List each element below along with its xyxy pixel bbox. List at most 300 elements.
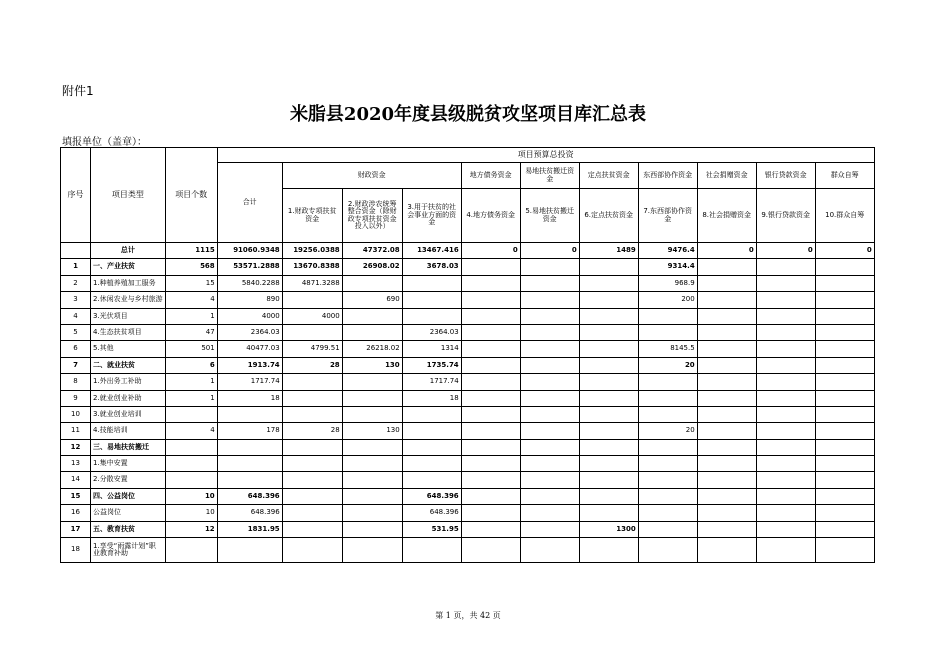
cell-f3 xyxy=(402,472,461,488)
cell-count: 568 xyxy=(165,259,217,275)
cell-c8 xyxy=(697,423,756,439)
cell-f3 xyxy=(402,292,461,308)
cell-c10 xyxy=(815,308,874,324)
cell-total: 890 xyxy=(217,292,282,308)
cell-c8 xyxy=(697,275,756,291)
cell-c5 xyxy=(520,341,579,357)
cell-f3: 3678.03 xyxy=(402,259,461,275)
cell-c6 xyxy=(579,374,638,390)
cell-c6 xyxy=(579,488,638,504)
cell-total: 648.396 xyxy=(217,505,282,521)
col-relocation: 易地扶贫搬迁资金 xyxy=(520,163,579,189)
cell-type: 1.集中安置 xyxy=(91,456,166,472)
cell-f2: 26908.02 xyxy=(342,259,402,275)
cell-c8 xyxy=(697,341,756,357)
cell-type: 三、易地扶贫搬迁 xyxy=(91,439,166,455)
cell-c10 xyxy=(815,374,874,390)
cell-c5 xyxy=(520,275,579,291)
cell-seq: 4 xyxy=(61,308,91,324)
cell-f3: 18 xyxy=(402,390,461,406)
cell-total: 5840.2288 xyxy=(217,275,282,291)
col-sub8: 8.社会捐赠资金 xyxy=(697,189,756,243)
cell-c7 xyxy=(638,538,697,563)
cell-count xyxy=(165,538,217,563)
cell-c8 xyxy=(697,324,756,340)
cell-c4 xyxy=(461,357,520,373)
cell-f1 xyxy=(282,538,342,563)
cell-c10 xyxy=(815,275,874,291)
cell-c5 xyxy=(520,374,579,390)
cell-c9 xyxy=(756,275,815,291)
cell-c10 xyxy=(815,423,874,439)
cell-c7: 9476.4 xyxy=(638,243,697,259)
col-social: 社会捐赠资金 xyxy=(697,163,756,189)
cell-seq: 12 xyxy=(61,439,91,455)
cell-seq: 6 xyxy=(61,341,91,357)
cell-f3 xyxy=(402,406,461,422)
cell-total: 1717.74 xyxy=(217,374,282,390)
cell-c8 xyxy=(697,456,756,472)
table-row xyxy=(61,456,875,472)
cell-c6 xyxy=(579,341,638,357)
cell-f1 xyxy=(282,488,342,504)
cell-c8 xyxy=(697,259,756,275)
cell-c7: 8145.5 xyxy=(638,341,697,357)
cell-total: 4000 xyxy=(217,308,282,324)
cell-c9 xyxy=(756,439,815,455)
cell-type: 公益岗位 xyxy=(91,505,166,521)
cell-f1 xyxy=(282,456,342,472)
col-sub1: 1.财政专项扶贫资金 xyxy=(282,189,342,243)
col-budget-total: 项目预算总投资 xyxy=(217,148,874,163)
cell-c4 xyxy=(461,406,520,422)
cell-f1 xyxy=(282,505,342,521)
cell-type: 2.休闲农业与乡村旅游 xyxy=(91,292,166,308)
cell-f2: 47372.08 xyxy=(342,243,402,259)
cell-c9 xyxy=(756,324,815,340)
col-sub9: 9.银行贷款资金 xyxy=(756,189,815,243)
table-body xyxy=(61,243,875,563)
cell-total: 178 xyxy=(217,423,282,439)
cell-c5 xyxy=(520,406,579,422)
cell-c9 xyxy=(756,505,815,521)
cell-c4 xyxy=(461,308,520,324)
cell-type: 3.光伏项目 xyxy=(91,308,166,324)
cell-type: 2.就业创业补助 xyxy=(91,390,166,406)
cell-seq: 7 xyxy=(61,357,91,373)
cell-c9 xyxy=(756,538,815,563)
cell-count xyxy=(165,406,217,422)
cell-type: 1.外出务工补助 xyxy=(91,374,166,390)
cell-total: 648.396 xyxy=(217,488,282,504)
cell-count: 12 xyxy=(165,521,217,537)
cell-c4 xyxy=(461,390,520,406)
cell-c10 xyxy=(815,390,874,406)
cell-c5 xyxy=(520,472,579,488)
col-east-west: 东西部协作资金 xyxy=(638,163,697,189)
cell-seq: 16 xyxy=(61,505,91,521)
col-fixed-point: 定点扶贫资金 xyxy=(579,163,638,189)
cell-c5 xyxy=(520,488,579,504)
cell-f2 xyxy=(342,488,402,504)
cell-c5 xyxy=(520,538,579,563)
table-row xyxy=(61,472,875,488)
cell-f3: 1717.74 xyxy=(402,374,461,390)
cell-c9 xyxy=(756,521,815,537)
cell-c8 xyxy=(697,505,756,521)
cell-c9 xyxy=(756,456,815,472)
cell-seq: 10 xyxy=(61,406,91,422)
cell-seq: 15 xyxy=(61,488,91,504)
cell-c10 xyxy=(815,341,874,357)
table-row xyxy=(61,423,875,439)
cell-f1 xyxy=(282,439,342,455)
col-sub2: 2.财政涉农统筹整合资金（除财政专项扶贫资金投入以外） xyxy=(342,189,402,243)
cell-c8 xyxy=(697,406,756,422)
cell-type: 4.生态扶贫项目 xyxy=(91,324,166,340)
cell-c9 xyxy=(756,292,815,308)
cell-total: 18 xyxy=(217,390,282,406)
cell-total: 91060.9348 xyxy=(217,243,282,259)
col-sub6: 6.定点扶贫资金 xyxy=(579,189,638,243)
cell-c9 xyxy=(756,423,815,439)
cell-f1: 4871.3288 xyxy=(282,275,342,291)
cell-type: 一、产业扶贫 xyxy=(91,259,166,275)
cell-c4 xyxy=(461,374,520,390)
cell-c4 xyxy=(461,538,520,563)
cell-total xyxy=(217,538,282,563)
cell-c10 xyxy=(815,521,874,537)
cell-f2 xyxy=(342,538,402,563)
cell-count: 10 xyxy=(165,488,217,504)
cell-c7 xyxy=(638,488,697,504)
cell-f1: 28 xyxy=(282,423,342,439)
cell-type: 四、公益岗位 xyxy=(91,488,166,504)
col-sub3: 3.用于扶贫的社会事业方面的资金 xyxy=(402,189,461,243)
cell-c6 xyxy=(579,292,638,308)
cell-c5 xyxy=(520,308,579,324)
cell-c10 xyxy=(815,538,874,563)
attachment-label: 附件1 xyxy=(62,84,94,98)
filling-unit-label: 填报单位（盖章）： xyxy=(62,137,147,148)
cell-c9 xyxy=(756,308,815,324)
cell-count xyxy=(165,456,217,472)
cell-c6 xyxy=(579,324,638,340)
cell-f1: 19256.0388 xyxy=(282,243,342,259)
cell-c8 xyxy=(697,488,756,504)
cell-c6 xyxy=(579,423,638,439)
cell-type: 3.就业创业培训 xyxy=(91,406,166,422)
page-footer: 第 1 页，共 42 页 xyxy=(435,611,501,620)
cell-f3 xyxy=(402,308,461,324)
cell-seq xyxy=(61,243,91,259)
col-sub7: 7.东西部协作资金 xyxy=(638,189,697,243)
cell-c6 xyxy=(579,357,638,373)
cell-type: 二、就业扶贫 xyxy=(91,357,166,373)
col-total: 合计 xyxy=(217,163,282,243)
cell-c7 xyxy=(638,406,697,422)
cell-c6 xyxy=(579,439,638,455)
cell-c4 xyxy=(461,439,520,455)
cell-c5 xyxy=(520,357,579,373)
cell-c8 xyxy=(697,374,756,390)
cell-c6: 1489 xyxy=(579,243,638,259)
cell-c10 xyxy=(815,456,874,472)
cell-c8 xyxy=(697,292,756,308)
cell-total: 2364.03 xyxy=(217,324,282,340)
cell-type: 五、教育扶贫 xyxy=(91,521,166,537)
col-fiscal: 财政资金 xyxy=(282,163,461,189)
cell-f2 xyxy=(342,439,402,455)
cell-c4 xyxy=(461,505,520,521)
cell-c5 xyxy=(520,324,579,340)
cell-c4 xyxy=(461,324,520,340)
cell-f3 xyxy=(402,538,461,563)
cell-f3: 2364.03 xyxy=(402,324,461,340)
cell-c5 xyxy=(520,259,579,275)
cell-c10 xyxy=(815,505,874,521)
cell-seq: 11 xyxy=(61,423,91,439)
cell-c4 xyxy=(461,488,520,504)
table-row xyxy=(61,439,875,455)
cell-seq: 9 xyxy=(61,390,91,406)
cell-type: 4.技能培训 xyxy=(91,423,166,439)
cell-f1 xyxy=(282,374,342,390)
cell-total xyxy=(217,406,282,422)
table-row xyxy=(61,341,875,357)
cell-seq: 5 xyxy=(61,324,91,340)
table-row xyxy=(61,324,875,340)
table-row xyxy=(61,243,875,259)
cell-c4 xyxy=(461,521,520,537)
cell-c10 xyxy=(815,472,874,488)
cell-f1: 13670.8388 xyxy=(282,259,342,275)
cell-c6 xyxy=(579,538,638,563)
cell-f3 xyxy=(402,275,461,291)
table-row xyxy=(61,538,875,563)
cell-c6 xyxy=(579,308,638,324)
cell-c10 xyxy=(815,439,874,455)
cell-count: 501 xyxy=(165,341,217,357)
cell-f1 xyxy=(282,521,342,537)
cell-seq: 17 xyxy=(61,521,91,537)
col-sub5: 5.易地扶贫搬迁资金 xyxy=(520,189,579,243)
cell-f3: 1314 xyxy=(402,341,461,357)
cell-f2: 26218.02 xyxy=(342,341,402,357)
table-row xyxy=(61,521,875,537)
cell-f1 xyxy=(282,292,342,308)
page-title: 米脂县2020年度县级脱贫攻坚项目库汇总表 xyxy=(289,104,647,125)
cell-c9 xyxy=(756,406,815,422)
cell-f1 xyxy=(282,390,342,406)
cell-seq: 1 xyxy=(61,259,91,275)
cell-c4 xyxy=(461,259,520,275)
cell-c10 xyxy=(815,292,874,308)
table-row xyxy=(61,488,875,504)
cell-f1: 4799.51 xyxy=(282,341,342,357)
cell-type: 1.享受“雨露计划”职业教育补助 xyxy=(91,538,166,563)
col-local-debt: 地方债务资金 xyxy=(461,163,520,189)
cell-f3: 648.396 xyxy=(402,505,461,521)
cell-count xyxy=(165,439,217,455)
cell-c4 xyxy=(461,456,520,472)
cell-f3 xyxy=(402,423,461,439)
cell-c6: 1300 xyxy=(579,521,638,537)
cell-f2 xyxy=(342,275,402,291)
cell-f1: 4000 xyxy=(282,308,342,324)
table-row xyxy=(61,406,875,422)
cell-c6 xyxy=(579,259,638,275)
cell-c5 xyxy=(520,423,579,439)
cell-c4 xyxy=(461,292,520,308)
cell-count: 1 xyxy=(165,374,217,390)
cell-c6 xyxy=(579,472,638,488)
cell-count: 1115 xyxy=(165,243,217,259)
cell-c4 xyxy=(461,275,520,291)
cell-f3: 531.95 xyxy=(402,521,461,537)
cell-c6 xyxy=(579,456,638,472)
cell-c8: 0 xyxy=(697,243,756,259)
col-seq: 序号 xyxy=(61,148,91,243)
cell-type: 2.分散安置 xyxy=(91,472,166,488)
cell-f3 xyxy=(402,439,461,455)
cell-c7 xyxy=(638,505,697,521)
cell-c10 xyxy=(815,259,874,275)
cell-c4: 0 xyxy=(461,243,520,259)
cell-c9 xyxy=(756,390,815,406)
cell-c9 xyxy=(756,472,815,488)
col-sub4: 4.地方债务资金 xyxy=(461,189,520,243)
cell-f2 xyxy=(342,521,402,537)
cell-c8 xyxy=(697,521,756,537)
cell-type: 5.其他 xyxy=(91,341,166,357)
cell-c7: 9314.4 xyxy=(638,259,697,275)
cell-c5 xyxy=(520,439,579,455)
cell-c4 xyxy=(461,341,520,357)
cell-f2 xyxy=(342,374,402,390)
cell-seq: 2 xyxy=(61,275,91,291)
cell-c6 xyxy=(579,275,638,291)
cell-c5 xyxy=(520,456,579,472)
cell-f2 xyxy=(342,308,402,324)
cell-c7: 968.9 xyxy=(638,275,697,291)
cell-c7 xyxy=(638,456,697,472)
cell-c9 xyxy=(756,341,815,357)
table-row xyxy=(61,390,875,406)
cell-count: 10 xyxy=(165,505,217,521)
cell-c10 xyxy=(815,488,874,504)
cell-f2 xyxy=(342,390,402,406)
cell-f1 xyxy=(282,324,342,340)
cell-f2 xyxy=(342,406,402,422)
col-type: 项目类型 xyxy=(91,148,166,243)
table-row xyxy=(61,374,875,390)
cell-c7 xyxy=(638,390,697,406)
cell-c7 xyxy=(638,374,697,390)
table-row xyxy=(61,292,875,308)
cell-count: 15 xyxy=(165,275,217,291)
cell-count: 6 xyxy=(165,357,217,373)
cell-c8 xyxy=(697,439,756,455)
cell-seq: 18 xyxy=(61,538,91,563)
cell-f3: 1735.74 xyxy=(402,357,461,373)
cell-c7: 20 xyxy=(638,423,697,439)
cell-c7: 200 xyxy=(638,292,697,308)
col-mass: 群众自筹 xyxy=(815,163,874,189)
cell-c8 xyxy=(697,472,756,488)
col-bank: 银行贷款资金 xyxy=(756,163,815,189)
cell-c9 xyxy=(756,374,815,390)
cell-c8 xyxy=(697,538,756,563)
cell-f3 xyxy=(402,456,461,472)
cell-f3: 13467.416 xyxy=(402,243,461,259)
cell-seq: 8 xyxy=(61,374,91,390)
cell-seq: 13 xyxy=(61,456,91,472)
cell-total: 1913.74 xyxy=(217,357,282,373)
cell-c6 xyxy=(579,390,638,406)
cell-c5 xyxy=(520,390,579,406)
cell-c9 xyxy=(756,488,815,504)
cell-seq: 14 xyxy=(61,472,91,488)
cell-c10 xyxy=(815,357,874,373)
cell-c9: 0 xyxy=(756,243,815,259)
summary-table xyxy=(60,147,875,563)
cell-c4 xyxy=(461,423,520,439)
cell-count xyxy=(165,472,217,488)
cell-type: 总计 xyxy=(91,243,166,259)
cell-f2: 690 xyxy=(342,292,402,308)
cell-c9 xyxy=(756,259,815,275)
table-row xyxy=(61,308,875,324)
table-row xyxy=(61,275,875,291)
cell-c5 xyxy=(520,505,579,521)
cell-f1 xyxy=(282,406,342,422)
table-row xyxy=(61,357,875,373)
cell-f2 xyxy=(342,324,402,340)
cell-f2 xyxy=(342,456,402,472)
cell-total xyxy=(217,472,282,488)
cell-c5: 0 xyxy=(520,243,579,259)
cell-count: 47 xyxy=(165,324,217,340)
cell-c10: 0 xyxy=(815,243,874,259)
cell-count: 4 xyxy=(165,423,217,439)
cell-f2: 130 xyxy=(342,423,402,439)
cell-count: 1 xyxy=(165,308,217,324)
cell-f3: 648.396 xyxy=(402,488,461,504)
cell-c7 xyxy=(638,308,697,324)
cell-c4 xyxy=(461,472,520,488)
col-sub10: 10.群众自筹 xyxy=(815,189,874,243)
cell-total: 40477.03 xyxy=(217,341,282,357)
cell-total xyxy=(217,439,282,455)
cell-total xyxy=(217,456,282,472)
cell-total: 1831.95 xyxy=(217,521,282,537)
table-row xyxy=(61,505,875,521)
cell-c8 xyxy=(697,308,756,324)
cell-c6 xyxy=(579,406,638,422)
cell-c8 xyxy=(697,357,756,373)
cell-count: 1 xyxy=(165,390,217,406)
cell-c6 xyxy=(579,505,638,521)
table-row xyxy=(61,259,875,275)
cell-seq: 3 xyxy=(61,292,91,308)
cell-f2 xyxy=(342,472,402,488)
cell-c9 xyxy=(756,357,815,373)
cell-count: 4 xyxy=(165,292,217,308)
cell-c7 xyxy=(638,324,697,340)
cell-c7 xyxy=(638,472,697,488)
cell-c8 xyxy=(697,390,756,406)
